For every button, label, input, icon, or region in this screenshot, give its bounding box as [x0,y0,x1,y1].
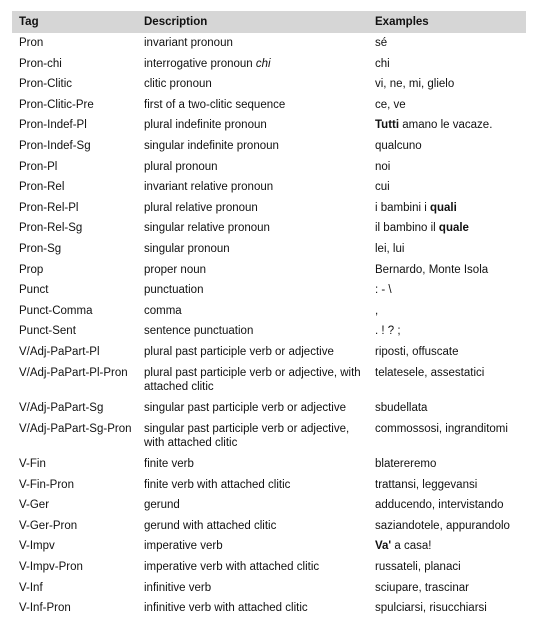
example-text: : - \ [375,284,392,297]
description-text: finite verb with attached clitic [144,478,291,491]
cell-examples [368,280,526,301]
tag-table [12,11,526,619]
description-text: plural past participle verb or adjective [144,345,334,358]
description-text: plural past participle verb or adjective, with attached clitic [144,366,361,393]
example-text: trattansi, leggevansi [375,478,478,491]
cell-tag: Pron-Clitic [19,78,73,91]
description-text: comma [144,304,182,317]
header-row [12,11,526,33]
cell-tag: V-Ger [19,499,50,512]
cell-examples [368,475,526,496]
description-text: plural relative pronoun [144,201,258,214]
table-row [12,495,526,516]
cell-description [137,516,368,537]
header-description: Description [137,11,368,33]
example-text: lei, lui [375,242,405,255]
table-row [12,33,526,54]
cell-examples [368,301,526,322]
table-body [12,33,526,619]
cell-tag: Punct [19,284,49,297]
cell-description [137,363,368,399]
description-text: sentence punctuation [144,325,254,338]
example-text: riposti, offuscate [375,345,459,358]
cell-description [137,598,368,619]
cell-examples [368,74,526,95]
example-text: russateli, planaci [375,561,461,574]
description-text: plural indefinite pronoun [144,119,267,132]
cell-description [137,136,368,157]
example-text: sé [375,37,388,49]
cell-tag: V-Impv-Pron [19,561,83,574]
example-text: vi, ne, mi, glielo [375,78,455,91]
description-text: invariant pronoun [144,37,233,49]
description-emphasis: chi [255,57,271,70]
cell-description [137,301,368,322]
cell-description [137,557,368,578]
table-row [12,475,526,496]
description-text: gerund [144,499,180,512]
cell-description [137,398,368,419]
description-text: imperative verb [144,540,223,553]
cell-tag: V/Adj-PaPart-Sg [19,402,104,414]
cell-tag: Pron-Sg [19,242,62,255]
description-text: singular past participle verb or adjective [144,402,346,414]
cell-examples [368,33,526,54]
cell-examples [368,598,526,619]
cell-description [137,157,368,178]
example-text: . ! ? ; [375,325,401,338]
description-text: clitic pronoun [144,78,212,91]
example-text: chi [375,57,390,70]
cell-examples [368,136,526,157]
example-text: commossosi, ingranditomi [375,422,508,435]
example-text: i bambini i [375,201,430,214]
cell-tag: Pron [19,37,44,49]
example-text: , [375,304,379,317]
cell-examples [368,398,526,419]
table-row [12,218,526,239]
cell-examples [368,363,526,399]
cell-description [137,475,368,496]
cell-tag: Prop [19,263,44,276]
description-text: infinitive verb with attached clitic [144,602,308,615]
example-text: a casa! [391,540,432,553]
cell-tag: V-Inf [19,581,43,594]
cell-examples [368,536,526,557]
table-row [12,239,526,260]
cell-tag: Pron-Rel-Sg [19,222,83,235]
description-text: infinitive verb [144,581,212,594]
table-row [12,454,526,475]
cell-description [137,177,368,198]
example-emphasis: Tutti [375,119,400,132]
table-row [12,157,526,178]
cell-examples [368,495,526,516]
table-row [12,363,526,399]
cell-tag: V-Ger-Pron [19,519,78,532]
table-row [12,280,526,301]
cell-examples [368,157,526,178]
cell-examples [368,321,526,342]
table-row [12,95,526,116]
cell-description [137,454,368,475]
table-row [12,419,526,455]
cell-tag: Pron-Clitic-Pre [19,98,94,111]
description-text: first of a two-clitic sequence [144,98,286,111]
table-row [12,321,526,342]
cell-tag: V/Adj-PaPart-Sg-Pron [19,422,132,435]
cell-tag: Pron-Rel-Pl [19,201,79,214]
cell-description [137,578,368,599]
description-text: proper noun [144,263,207,276]
cell-tag: Pron-Rel [19,181,65,194]
cell-examples [368,54,526,75]
cell-description [137,33,368,54]
table-row [12,54,526,75]
description-text: invariant relative pronoun [144,181,274,194]
example-text: Bernardo, Monte Isola [375,263,489,276]
example-emphasis: Va' [375,540,392,553]
cell-description [137,419,368,455]
table-row [12,115,526,136]
cell-description [137,280,368,301]
description-text: imperative verb with attached clitic [144,561,320,574]
cell-description [137,260,368,281]
cell-examples [368,239,526,260]
cell-tag: Pron-Indef-Sg [19,139,91,152]
cell-description [137,342,368,363]
description-text: singular pronoun [144,242,230,255]
example-text: ce, ve [375,98,406,111]
description-text: punctuation [144,284,204,297]
cell-tag: V-Fin [19,458,46,471]
cell-tag: Pron-Pl [19,160,58,173]
cell-tag: Punct-Sent [19,325,76,338]
cell-tag: V/Adj-PaPart-Pl [19,345,100,358]
description-text: singular indefinite pronoun [144,139,279,152]
cell-tag: V-Fin-Pron [19,478,74,491]
cell-description [137,495,368,516]
cell-description [137,218,368,239]
cell-description [137,198,368,219]
header-examples: Examples [368,11,526,33]
example-text: telatesele, assestatici [375,366,485,379]
table-row [12,578,526,599]
cell-description [137,321,368,342]
description-text: singular past participle verb or adjective, with attached clitic [144,422,350,449]
example-emphasis: quali [429,201,457,214]
example-text: qualcuno [375,139,422,152]
cell-tag: Punct-Comma [19,304,93,317]
table-row [12,260,526,281]
table-row [12,598,526,619]
example-text: sciupare, trascinar [375,581,469,594]
cell-examples [368,95,526,116]
cell-description [137,74,368,95]
example-text: noi [375,160,391,173]
description-text: finite verb [144,458,194,471]
table-row [12,301,526,322]
table-row [12,342,526,363]
description-text: gerund with attached clitic [144,519,277,532]
cell-examples [368,454,526,475]
description-text: plural pronoun [144,160,218,173]
example-text: sbudellata [375,402,428,414]
table-row [12,177,526,198]
cell-examples [368,516,526,537]
header-tag: Tag [12,11,137,33]
example-text: spulciarsi, risucchiarsi [375,602,487,615]
cell-description [137,115,368,136]
cell-examples [368,578,526,599]
cell-tag: V-Impv [19,540,55,553]
table-row [12,557,526,578]
example-text: blatereremo [375,458,437,471]
cell-tag: V-Inf-Pron [19,602,71,615]
description-text: singular relative pronoun [144,222,270,235]
example-text: saziandotele, appurandolo [375,519,510,532]
example-text: cui [375,181,390,194]
table-row [12,136,526,157]
example-text: amano le vacaze. [399,119,493,132]
cell-tag: Pron-Indef-Pl [19,119,87,132]
cell-examples [368,260,526,281]
cell-examples [368,557,526,578]
example-text: il bambino il [375,222,439,235]
table-row [12,516,526,537]
cell-tag: V/Adj-PaPart-Pl-Pron [19,366,128,379]
example-emphasis: quale [438,222,469,235]
cell-description [137,536,368,557]
cell-tag: Pron-chi [19,57,62,70]
cell-description [137,54,368,75]
table-row [12,198,526,219]
table-row [12,398,526,419]
cell-description [137,239,368,260]
table-row [12,74,526,95]
cell-examples [368,198,526,219]
cell-examples [368,218,526,239]
cell-examples [368,115,526,136]
description-text: interrogative pronoun [144,57,256,70]
cell-examples [368,342,526,363]
cell-examples [368,177,526,198]
cell-examples [368,419,526,455]
cell-description [137,95,368,116]
table-row [12,536,526,557]
example-text: adducendo, intervistando [375,499,504,512]
